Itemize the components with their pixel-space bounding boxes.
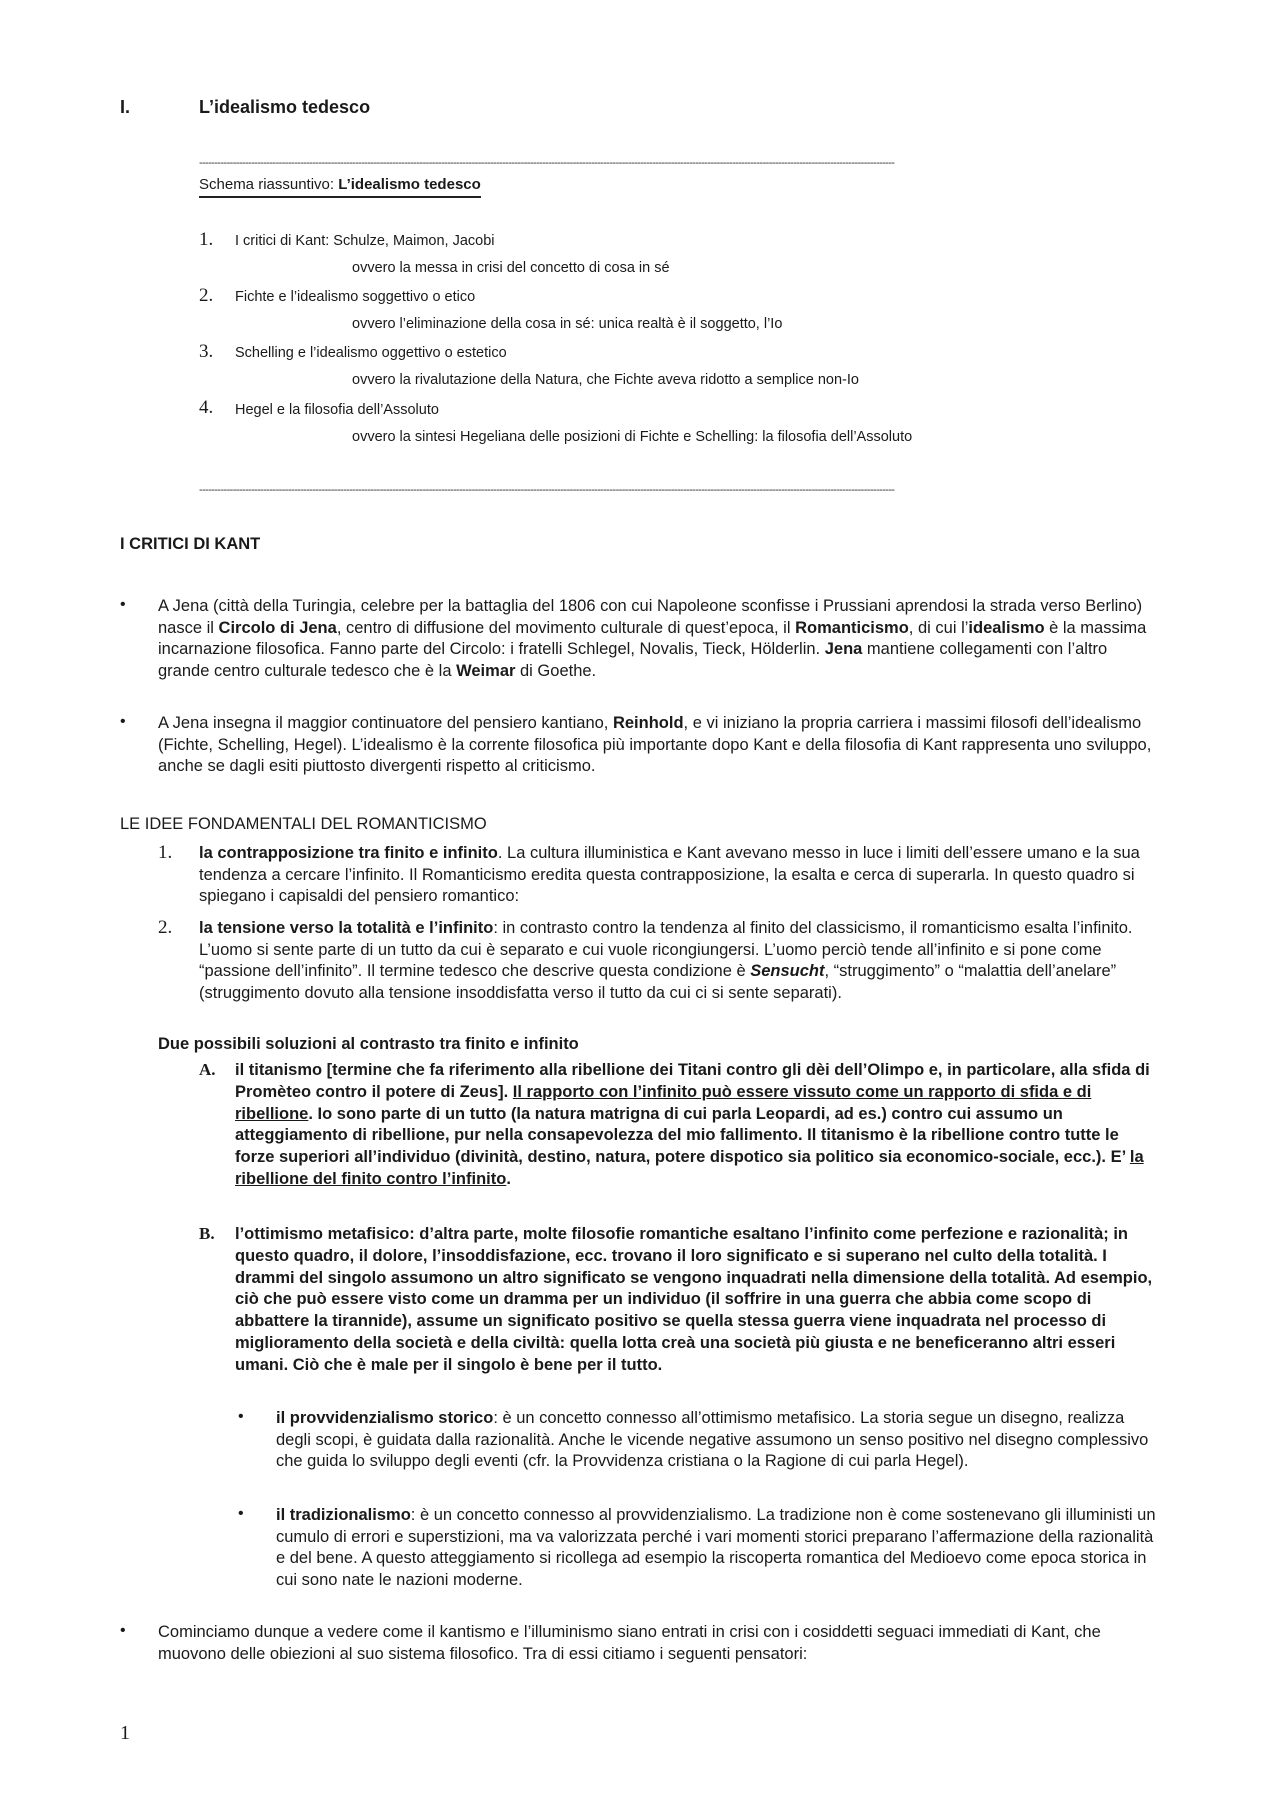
schema-item: Fichte e l’idealismo soggettivo o etico	[235, 289, 476, 305]
page-number: 1	[120, 1722, 130, 1744]
soluzione-ottimismo: l’ottimismo metafisico: d’altra parte, molte filosofie romantiche esaltano l’infinito come perfezione e razionalità; in questo quadro, il dolore, l’insoddisfazione, ecc. trovano il loro significato e si superano nel culto della totalità. I drammi del singolo assumono un altro significato se vengono inquadrati nella dimensione della totalità. Ad esempio, ciò che può essere visto come un dramma per un individuo (il soffrire in una guerra che abbia come scopo di abbattere la tirannide), assume un significato positivo se quella stessa guerra viene inquadrata nel processo di miglioramento della società e della civiltà: quella lotta creà una società più giusta e ne beneficeranno altri esseri umani. Ciò che è male per il singolo è bene per il tutto.	[235, 1225, 1153, 1374]
schema-item-number: 2.	[199, 285, 214, 306]
soluzione-titanismo: il titanismo [termine che fa riferimento alla ribellione dei Titani contro gli dèi dell’Olimpo e, in particolare, alla sfida di Promèteo contro il potere di Zeus]. Il rapporto con l’infinito può essere vissuto come un rapporto di sfida e di ribellione. Io sono parte di un tutto (la natura matrigna di cui parla Leopardi, ad es.) contro cui assumo un atteggiamento di ribellione, pur nella consapevolezza del mio fallimento. Il titanismo è la ribellione contro tutte le forze superiori all’individuo (divinità, destino, natura, potere dispotico sia politico sia economico-sociale, ecc.). E’ la ribellione del finito contro l’infinito.	[235, 1061, 1150, 1188]
chapter-number: I.	[120, 97, 131, 117]
tradizionalismo: il tradizionalismo: è un concetto connesso al provvidenzialismo. La tradizione non è come sostenevano gli illuministi un cumulo di errori e superstizioni, ma va valorizzata perché i vari momenti storici preparano l’affermazione della razionalità e del bene. A questo atteggiamento si ricollega ad esempio la riscoperta romantica del Medioevo come epoca storica in cui sono nate le nazioni moderne.	[276, 1506, 1156, 1589]
schema-title	[199, 176, 481, 198]
soluzione-letter: A.	[199, 1060, 216, 1079]
schema-item-number: 4.	[199, 397, 214, 418]
separator-bottom: -----------------------------------------------------------------------------------------------------------------------------------------------------------------------------------------------------------------------------------	[199, 484, 895, 496]
schema-item: I critici di Kant: Schulze, Maimon, Jacobi	[235, 233, 495, 249]
schema-item-sub: ovvero la messa in crisi del concetto di cosa in sé	[352, 260, 670, 276]
bullet: •	[120, 1622, 126, 1639]
schema-item-sub: ovvero la rivalutazione della Natura, che Fichte aveva ridotto a semplice non-Io	[352, 372, 859, 388]
soluzioni-heading: Due possibili soluzioni al contrasto tra finito e infinito	[158, 1035, 579, 1053]
schema-item-sub: ovvero l’eliminazione della cosa in sé: unica realtà è il soggetto, l’Io	[352, 316, 783, 332]
bullet: •	[238, 1505, 244, 1522]
schema-item-number: 3.	[199, 341, 214, 362]
chapter-title: L’idealismo tedesco	[199, 97, 371, 117]
idea-contrapposizione: la contrapposizione tra finito e infinito. La cultura illuministica e Kant avevano messo in luce i limiti dell’essere umano e la sua tendenza a cercare l’infinito. Il Romanticismo eredita questa contrapposizione, la esalta e cerca di superarla. In questo quadro si spiegano i capisaldi del pensiero romantico:	[199, 844, 1140, 905]
separator-top: -----------------------------------------------------------------------------------------------------------------------------------------------------------------------------------------------------------------------------------	[199, 157, 895, 169]
schema-heading: L’idealismo tedesco	[338, 176, 481, 193]
schema-item: Schelling e l’idealismo oggettivo o estetico	[235, 345, 507, 361]
bullet: •	[120, 596, 126, 613]
bullet: •	[120, 713, 126, 730]
section-heading-romanticismo: LE IDEE FONDAMENTALI DEL ROMANTICISMO	[120, 815, 487, 833]
soluzione-letter: B.	[199, 1224, 215, 1243]
schema-item-number: 1.	[199, 229, 214, 250]
idea-number: 1.	[158, 842, 173, 863]
schema-label: Schema riassuntivo:	[199, 176, 339, 193]
paragraph-jena: A Jena (città della Turingia, celebre per la battaglia del 1806 con cui Napoleone sconfisse i Prussiani aprendosi la strada verso Berlino) nasce il Circolo di Jena, centro di diffusione del movimento culturale di quest’epoca, il Romanticismo, di cui l’idealismo è la massima incarnazione filosofica. Fanno parte del Circolo: i fratelli Schlegel, Novalis, Tieck, Hölderlin. Jena mantiene collegamenti con l’altro grande centro culturale tedesco che è la Weimar di Goethe.	[158, 597, 1147, 680]
schema-item-sub: ovvero la sintesi Hegeliana delle posizioni di Fichte e Schelling: la filosofia dell’Assoluto	[352, 429, 913, 445]
idea-tensione: la tensione verso la totalità e l’infinito: in contrasto contro la tendenza al finito del classicismo, il romanticismo esalta l’infinito. L’uomo si sente parte di un tutto da cui è separato e cui vuole ricongiungersi. L’uomo perciò tende all’infinito e si pone come “passione dell’infinito”. Il termine tedesco che descrive questa condizione è Sensucht, “struggimento” o “malattia dell’anelare” (struggimento dovuto alla tensione insoddisfatta verso il tutto da cui ci si sente separati).	[199, 919, 1133, 1002]
schema-item: Hegel e la filosofia dell’Assoluto	[235, 402, 439, 418]
paragraph-reinhold: A Jena insegna il maggior continuatore del pensiero kantiano, Reinhold, e vi iniziano la propria carriera i massimi filosofi dell’idealismo (Fichte, Schelling, Hegel). L’idealismo è la corrente filosofica più importante dopo Kant e della filosofia di Kant rappresenta uno sviluppo, anche se dagli esiti piuttosto divergenti rispetto al criticismo.	[158, 714, 1152, 775]
section-heading-critici: I CRITICI DI KANT	[120, 535, 261, 553]
bullet: •	[238, 1408, 244, 1425]
paragraph-closing: Cominciamo dunque a vedere come il kantismo e l’illuminismo siano entrati in crisi con i cosiddetti seguaci immediati di Kant, che muovono delle obiezioni al suo sistema filosofico. Tra di essi citiamo i seguenti pensatori:	[158, 1623, 1101, 1663]
idea-number: 2.	[158, 917, 173, 938]
provvidenzialismo: il provvidenzialismo storico: è un concetto connesso all’ottimismo metafisico. La storia segue un disegno, realizza degli scopi, è guidata dalla razionalità. Anche le vicende negative assumono un senso positivo nel disegno complessivo che guida lo sviluppo degli eventi (cfr. la Provvidenza cristiana o la Ragione di cui parla Hegel).	[276, 1409, 1149, 1470]
